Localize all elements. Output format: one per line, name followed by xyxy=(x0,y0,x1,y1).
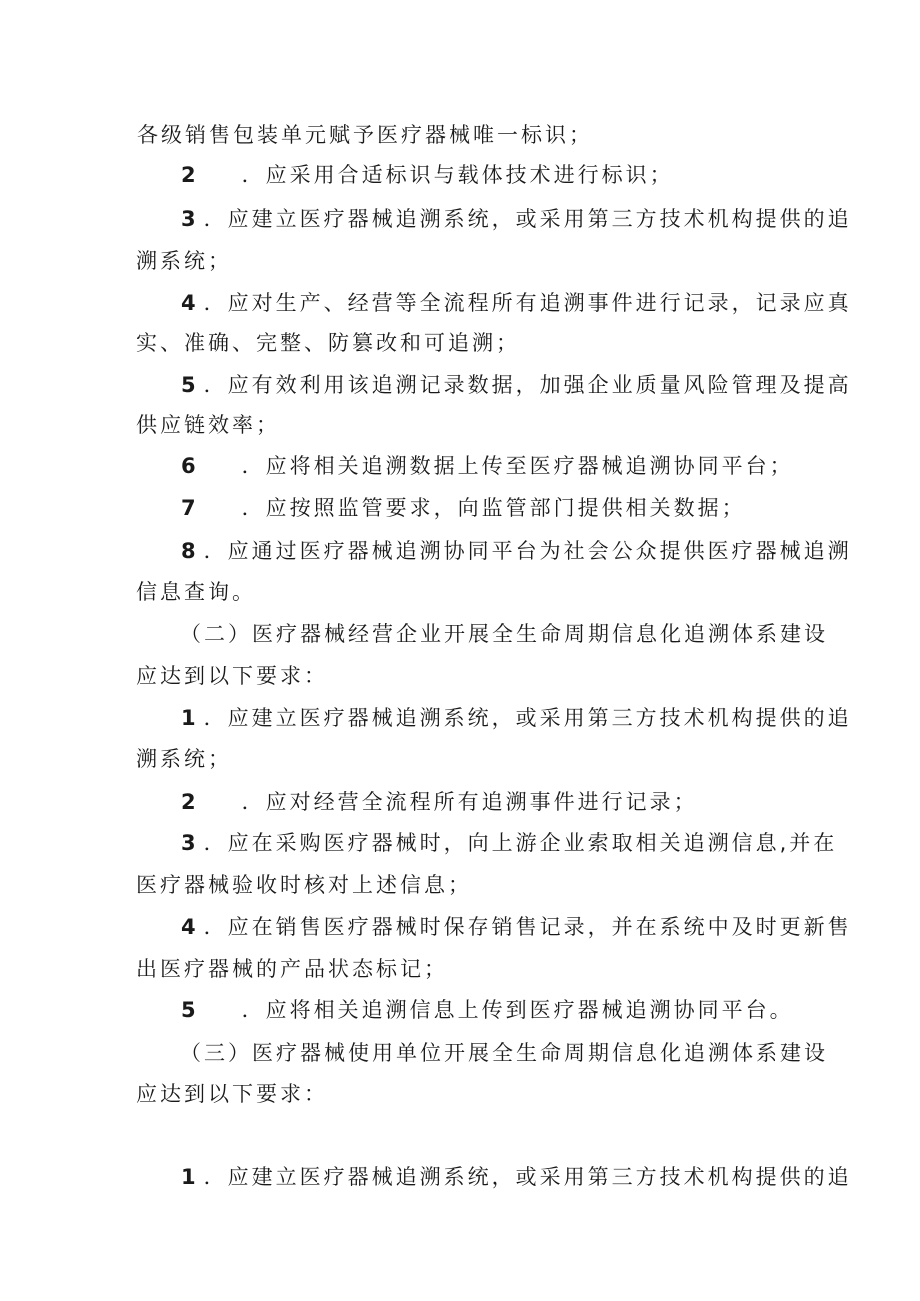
list-item xyxy=(181,285,852,321)
item-number: 3 xyxy=(181,207,196,231)
list-item-continuation xyxy=(136,867,472,903)
item-text: ．应在销售医疗器械时保存销售记录，并在系统中及时更新售 xyxy=(203,915,852,939)
item-text: ．应有效利用该追溯记录数据，加强企业质量风险管理及提高 xyxy=(203,373,852,397)
item-text: 出医疗器械的产品状态标记； xyxy=(136,957,448,981)
item-text: ．应建立医疗器械追溯系统，或采用第三方技术机构提供的追 xyxy=(203,706,852,730)
item-text: 溯系统； xyxy=(136,747,232,771)
list-item-continuation xyxy=(136,741,232,777)
item-text: ．应对经营全流程所有追溯事件进行记录； xyxy=(241,790,698,814)
line-text: 各级销售包装单元赋予医疗器械唯一标识； xyxy=(137,123,593,147)
item-text: 溯系统； xyxy=(136,249,232,273)
item-number: 2 xyxy=(181,790,196,814)
section-heading-continuation xyxy=(136,1076,328,1112)
list-item xyxy=(181,157,674,193)
item-number: 7 xyxy=(181,496,196,520)
item-text: ．应通过医疗器械追溯协同平台为社会公众提供医疗器械追溯 xyxy=(203,539,852,563)
item-number: 1 xyxy=(181,1165,196,1189)
heading-text: 应达到以下要求： xyxy=(136,1082,328,1106)
list-item-continuation xyxy=(136,574,256,610)
item-number: 4 xyxy=(181,915,196,939)
item-number: 5 xyxy=(181,373,196,397)
item-number: 6 xyxy=(181,454,196,478)
item-text: ．应将相关追溯信息上传到医疗器械追溯协同平台。 xyxy=(241,998,794,1022)
heading-text: （二）医疗器械经营企业开展全生命周期信息化追溯体系建设 xyxy=(180,622,828,646)
section-heading-continuation xyxy=(136,658,328,694)
list-item xyxy=(181,992,794,1028)
list-item xyxy=(181,490,746,526)
list-item xyxy=(181,825,837,861)
list-item-continuation xyxy=(136,407,280,443)
item-number: 4 xyxy=(181,291,196,315)
list-item-continuation xyxy=(136,243,232,279)
list-item-continuation xyxy=(136,325,520,361)
item-text: 供应链效率； xyxy=(136,413,280,437)
item-text: 实、准确、完整、防篡改和可追溯； xyxy=(136,331,520,355)
item-text: ．应建立医疗器械追溯系统，或采用第三方技术机构提供的追 xyxy=(203,207,852,231)
item-text: ．应按照监管要求，向监管部门提供相关数据； xyxy=(241,496,746,520)
list-item xyxy=(181,1159,852,1195)
item-text: ．应建立医疗器械追溯系统，或采用第三方技术机构提供的追 xyxy=(203,1165,852,1189)
heading-text: （三）医疗器械使用单位开展全生命周期信息化追溯体系建设 xyxy=(180,1041,828,1065)
list-item xyxy=(181,533,852,569)
item-number: 1 xyxy=(181,706,196,730)
list-item xyxy=(181,201,852,237)
list-item xyxy=(181,909,852,945)
item-text: ．应采用合适标识与载体技术进行标识； xyxy=(241,163,674,187)
item-number: 3 xyxy=(181,831,196,855)
item-text: ．应在采购医疗器械时，向上游企业索取相关追溯信息,并在 xyxy=(203,831,838,855)
item-text: 医疗器械验收时核对上述信息； xyxy=(136,873,472,897)
list-item xyxy=(181,700,852,736)
list-item-continuation xyxy=(136,951,448,987)
heading-text: 应达到以下要求： xyxy=(136,664,328,688)
section-heading xyxy=(180,1035,828,1071)
item-number: 5 xyxy=(181,998,196,1022)
item-text: ．应将相关追溯数据上传至医疗器械追溯协同平台； xyxy=(241,454,794,478)
item-number: 2 xyxy=(181,163,196,187)
item-number: 8 xyxy=(181,539,196,563)
list-item xyxy=(181,784,698,820)
list-item xyxy=(181,448,794,484)
item-text: 信息查询。 xyxy=(136,580,256,604)
intro-continuation-line xyxy=(137,117,593,153)
item-text: ．应对生产、经营等全流程所有追溯事件进行记录，记录应真 xyxy=(203,291,852,315)
list-item xyxy=(181,367,852,403)
section-heading xyxy=(180,616,828,652)
